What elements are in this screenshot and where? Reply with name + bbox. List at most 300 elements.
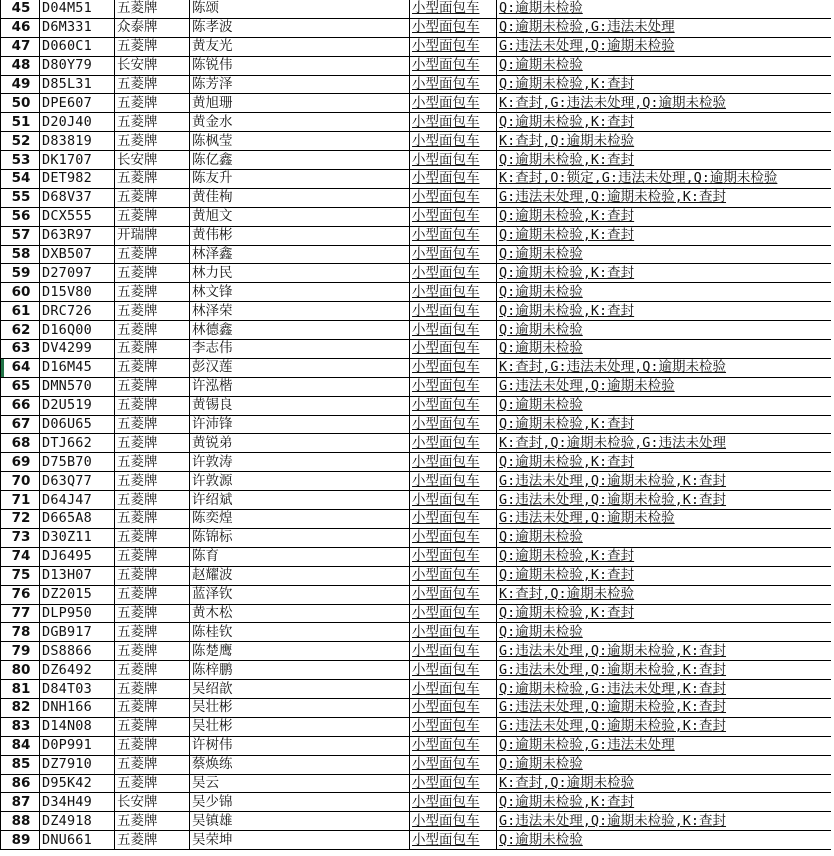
- table-row: [1, 283, 833, 302]
- table-row: [1, 491, 833, 510]
- cell-brand[interactable]: 五菱牌: [115, 75, 190, 94]
- row-header[interactable]: 84: [1, 736, 40, 755]
- row-header[interactable]: 70: [1, 472, 40, 491]
- cell-status[interactable]: G:违法未处理,Q:逾期未检验,K:查封: [497, 491, 833, 510]
- cell-owner[interactable]: 许沛锋: [190, 415, 410, 434]
- row-header[interactable]: 83: [1, 717, 40, 736]
- cell-plate[interactable]: DZ7910: [40, 755, 115, 774]
- row-header[interactable]: 53: [1, 151, 40, 170]
- row-header[interactable]: 63: [1, 340, 40, 359]
- cell-status[interactable]: Q:逾期未检验: [497, 831, 833, 850]
- cell-vehicle-type[interactable]: 小型面包车: [410, 132, 497, 151]
- cell-plate[interactable]: DXB507: [40, 245, 115, 264]
- cell-owner[interactable]: 许敦涛: [190, 453, 410, 472]
- cell-vehicle-type[interactable]: 小型面包车: [410, 151, 497, 170]
- cell-owner[interactable]: 许敦源: [190, 472, 410, 491]
- cell-brand[interactable]: 五菱牌: [115, 547, 190, 566]
- cell-plate[interactable]: D84T03: [40, 680, 115, 699]
- cell-brand[interactable]: 五菱牌: [115, 377, 190, 396]
- row-header[interactable]: 64: [1, 358, 40, 377]
- cell-status[interactable]: Q:逾期未检验,K:查封: [497, 151, 833, 170]
- cell-owner[interactable]: 吴绍歆: [190, 680, 410, 699]
- table-row: [1, 642, 833, 661]
- cell-owner[interactable]: 吴镇雄: [190, 812, 410, 831]
- cell-plate[interactable]: D85L31: [40, 75, 115, 94]
- cell-brand[interactable]: 五菱牌: [115, 283, 190, 302]
- cell-brand[interactable]: 五菱牌: [115, 321, 190, 340]
- row-header[interactable]: 86: [1, 774, 40, 793]
- cell-vehicle-type[interactable]: 小型面包车: [410, 661, 497, 680]
- cell-vehicle-type[interactable]: 小型面包车: [410, 755, 497, 774]
- cell-owner[interactable]: 黄旭文: [190, 207, 410, 226]
- row-header[interactable]: 60: [1, 283, 40, 302]
- cell-status[interactable]: Q:逾期未检验,K:查封: [497, 113, 833, 132]
- row-header[interactable]: 62: [1, 321, 40, 340]
- cell-brand[interactable]: 五菱牌: [115, 642, 190, 661]
- cell-status[interactable]: Q:逾期未检验: [497, 283, 833, 302]
- cell-status[interactable]: Q:逾期未检验,K:查封: [497, 415, 833, 434]
- row-header[interactable]: 52: [1, 132, 40, 151]
- cell-brand[interactable]: 五菱牌: [115, 774, 190, 793]
- cell-status[interactable]: Q:逾期未检验,K:查封: [497, 302, 833, 321]
- cell-brand[interactable]: 五菱牌: [115, 623, 190, 642]
- cell-plate[interactable]: DJ6495: [40, 547, 115, 566]
- cell-vehicle-type[interactable]: 小型面包车: [410, 0, 497, 18]
- cell-status[interactable]: G:违法未处理,Q:逾期未检验: [497, 377, 833, 396]
- table-row: [1, 472, 833, 491]
- cell-owner[interactable]: 林泽鑫: [190, 245, 410, 264]
- cell-owner[interactable]: 陈桂钦: [190, 623, 410, 642]
- cell-status[interactable]: G:违法未处理,Q:逾期未检验: [497, 510, 833, 529]
- cell-status[interactable]: Q:逾期未检验,K:查封: [497, 453, 833, 472]
- cell-owner[interactable]: 许树伟: [190, 736, 410, 755]
- cell-status[interactable]: G:违法未处理,Q:逾期未检验,K:查封: [497, 812, 833, 831]
- row-header[interactable]: 67: [1, 415, 40, 434]
- row-header[interactable]: 55: [1, 188, 40, 207]
- cell-status[interactable]: Q:逾期未检验: [497, 528, 833, 547]
- row-header[interactable]: 82: [1, 698, 40, 717]
- table-row: [1, 755, 833, 774]
- cell-owner[interactable]: 陈梓鹏: [190, 661, 410, 680]
- cell-status[interactable]: Q:逾期未检验: [497, 321, 833, 340]
- cell-plate[interactable]: DZ6492: [40, 661, 115, 680]
- cell-owner[interactable]: 吴少锦: [190, 793, 410, 812]
- cell-plate[interactable]: DZ2015: [40, 585, 115, 604]
- cell-owner[interactable]: 黄金水: [190, 113, 410, 132]
- cell-vehicle-type[interactable]: 小型面包车: [410, 415, 497, 434]
- row-header[interactable]: 78: [1, 623, 40, 642]
- cell-plate[interactable]: D04M51: [40, 0, 115, 18]
- cell-owner[interactable]: 黄伟彬: [190, 226, 410, 245]
- cell-vehicle-type[interactable]: 小型面包车: [410, 264, 497, 283]
- cell-owner[interactable]: 陈亿鑫: [190, 151, 410, 170]
- cell-plate[interactable]: D83819: [40, 132, 115, 151]
- cell-status[interactable]: Q:逾期未检验,K:查封: [497, 566, 833, 585]
- cell-vehicle-type[interactable]: 小型面包车: [410, 170, 497, 189]
- cell-plate[interactable]: D27097: [40, 264, 115, 283]
- table-row: [1, 623, 833, 642]
- cell-brand[interactable]: 五菱牌: [115, 604, 190, 623]
- cell-plate[interactable]: D95K42: [40, 774, 115, 793]
- row-header[interactable]: 76: [1, 585, 40, 604]
- row-header[interactable]: 68: [1, 434, 40, 453]
- cell-plate[interactable]: D665A8: [40, 510, 115, 529]
- cell-status[interactable]: Q:逾期未检验: [497, 245, 833, 264]
- cell-brand[interactable]: 五菱牌: [115, 434, 190, 453]
- row-header[interactable]: 61: [1, 302, 40, 321]
- cell-status[interactable]: K:查封,Q:逾期未检验,G:违法未处理: [497, 434, 833, 453]
- row-header[interactable]: 57: [1, 226, 40, 245]
- cell-vehicle-type[interactable]: 小型面包车: [410, 642, 497, 661]
- table-row: [1, 774, 833, 793]
- cell-vehicle-type[interactable]: 小型面包车: [410, 396, 497, 415]
- cell-status[interactable]: Q:逾期未检验,K:查封: [497, 264, 833, 283]
- row-header[interactable]: 56: [1, 207, 40, 226]
- cell-vehicle-type[interactable]: 小型面包车: [410, 736, 497, 755]
- cell-brand[interactable]: 五菱牌: [115, 207, 190, 226]
- row-header[interactable]: 74: [1, 547, 40, 566]
- cell-brand[interactable]: 五菱牌: [115, 755, 190, 774]
- cell-status[interactable]: G:违法未处理,Q:逾期未检验,K:查封: [497, 642, 833, 661]
- cell-plate[interactable]: DCX555: [40, 207, 115, 226]
- cell-owner[interactable]: 彭汉莲: [190, 358, 410, 377]
- row-header[interactable]: 45: [1, 0, 40, 18]
- cell-vehicle-type[interactable]: 小型面包车: [410, 75, 497, 94]
- row-header[interactable]: 72: [1, 510, 40, 529]
- cell-brand[interactable]: 五菱牌: [115, 831, 190, 850]
- cell-status[interactable]: Q:逾期未检验,K:查封: [497, 75, 833, 94]
- table-row: [1, 793, 833, 812]
- cell-brand[interactable]: 五菱牌: [115, 717, 190, 736]
- cell-plate[interactable]: D75B70: [40, 453, 115, 472]
- table-body: [1, 0, 833, 850]
- cell-owner[interactable]: 林泽荣: [190, 302, 410, 321]
- cell-plate[interactable]: D80Y79: [40, 56, 115, 75]
- table-row: [1, 585, 833, 604]
- cell-plate[interactable]: D0P991: [40, 736, 115, 755]
- cell-plate[interactable]: D14N08: [40, 717, 115, 736]
- cell-vehicle-type[interactable]: 小型面包车: [410, 623, 497, 642]
- cell-vehicle-type[interactable]: 小型面包车: [410, 302, 497, 321]
- cell-vehicle-type[interactable]: 小型面包车: [410, 604, 497, 623]
- cell-plate[interactable]: D13H07: [40, 566, 115, 585]
- cell-plate[interactable]: D060C1: [40, 37, 115, 56]
- cell-plate[interactable]: D34H49: [40, 793, 115, 812]
- table-row: [1, 264, 833, 283]
- cell-status[interactable]: K:查封,Q:逾期未检验: [497, 132, 833, 151]
- cell-brand[interactable]: 五菱牌: [115, 358, 190, 377]
- cell-owner[interactable]: 蔡焕练: [190, 755, 410, 774]
- table-row: [1, 75, 833, 94]
- cell-brand[interactable]: 五菱牌: [115, 661, 190, 680]
- cell-brand[interactable]: 五菱牌: [115, 302, 190, 321]
- cell-plate[interactable]: D64J47: [40, 491, 115, 510]
- row-header[interactable]: 54: [1, 170, 40, 189]
- cell-brand[interactable]: 五菱牌: [115, 453, 190, 472]
- row-header[interactable]: 48: [1, 56, 40, 75]
- cell-owner[interactable]: 蓝泽钦: [190, 585, 410, 604]
- cell-brand[interactable]: 五菱牌: [115, 698, 190, 717]
- cell-vehicle-type[interactable]: 小型面包车: [410, 283, 497, 302]
- row-header[interactable]: 46: [1, 18, 40, 37]
- cell-plate[interactable]: D06U65: [40, 415, 115, 434]
- table-row: [1, 340, 833, 359]
- cell-brand[interactable]: 五菱牌: [115, 415, 190, 434]
- cell-status[interactable]: Q:逾期未检验,G:违法未处理,K:查封: [497, 680, 833, 699]
- row-header[interactable]: 47: [1, 37, 40, 56]
- row-header[interactable]: 79: [1, 642, 40, 661]
- cell-brand[interactable]: 五菱牌: [115, 37, 190, 56]
- row-header[interactable]: 87: [1, 793, 40, 812]
- cell-brand[interactable]: 五菱牌: [115, 680, 190, 699]
- cell-vehicle-type[interactable]: 小型面包车: [410, 491, 497, 510]
- table-row: [1, 736, 833, 755]
- cell-status[interactable]: Q:逾期未检验: [497, 340, 833, 359]
- cell-vehicle-type[interactable]: 小型面包车: [410, 793, 497, 812]
- cell-status[interactable]: G:违法未处理,Q:逾期未检验,K:查封: [497, 717, 833, 736]
- cell-owner[interactable]: 吴荣坤: [190, 831, 410, 850]
- table-row: [1, 566, 833, 585]
- cell-plate[interactable]: DMN570: [40, 377, 115, 396]
- cell-vehicle-type[interactable]: 小型面包车: [410, 547, 497, 566]
- cell-status[interactable]: Q:逾期未检验,G:违法未处理: [497, 736, 833, 755]
- cell-owner[interactable]: 陈奕煌: [190, 510, 410, 529]
- cell-vehicle-type[interactable]: 小型面包车: [410, 566, 497, 585]
- cell-status[interactable]: G:违法未处理,Q:逾期未检验: [497, 37, 833, 56]
- cell-vehicle-type[interactable]: 小型面包车: [410, 717, 497, 736]
- cell-plate[interactable]: D15V80: [40, 283, 115, 302]
- row-header[interactable]: 89: [1, 831, 40, 850]
- row-header[interactable]: 88: [1, 812, 40, 831]
- table-row: [1, 151, 833, 170]
- cell-plate[interactable]: D6M331: [40, 18, 115, 37]
- cell-brand[interactable]: 五菱牌: [115, 472, 190, 491]
- cell-vehicle-type[interactable]: 小型面包车: [410, 680, 497, 699]
- cell-brand[interactable]: 五菱牌: [115, 132, 190, 151]
- cell-plate[interactable]: D63Q77: [40, 472, 115, 491]
- cell-plate[interactable]: DGB917: [40, 623, 115, 642]
- table-row: [1, 245, 833, 264]
- row-header[interactable]: 58: [1, 245, 40, 264]
- cell-status[interactable]: Q:逾期未检验,K:查封: [497, 793, 833, 812]
- cell-vehicle-type[interactable]: 小型面包车: [410, 698, 497, 717]
- cell-status[interactable]: Q:逾期未检验: [497, 0, 833, 18]
- cell-brand[interactable]: 众泰牌: [115, 18, 190, 37]
- cell-owner[interactable]: 赵耀波: [190, 566, 410, 585]
- cell-owner[interactable]: 陈孝波: [190, 18, 410, 37]
- cell-vehicle-type[interactable]: 小型面包车: [410, 321, 497, 340]
- row-header[interactable]: 71: [1, 491, 40, 510]
- cell-vehicle-type[interactable]: 小型面包车: [410, 510, 497, 529]
- cell-brand[interactable]: 五菱牌: [115, 812, 190, 831]
- cell-vehicle-type[interactable]: 小型面包车: [410, 340, 497, 359]
- cell-status[interactable]: K:查封,O:锁定,G:违法未处理,Q:逾期未检验: [497, 170, 833, 189]
- cell-status[interactable]: G:违法未处理,Q:逾期未检验,K:查封: [497, 188, 833, 207]
- cell-vehicle-type[interactable]: 小型面包车: [410, 585, 497, 604]
- cell-brand[interactable]: 五菱牌: [115, 585, 190, 604]
- cell-vehicle-type[interactable]: 小型面包车: [410, 453, 497, 472]
- cell-status[interactable]: K:查封,G:违法未处理,Q:逾期未检验: [497, 358, 833, 377]
- cell-status[interactable]: G:违法未处理,Q:逾期未检验,K:查封: [497, 698, 833, 717]
- cell-brand[interactable]: 五菱牌: [115, 736, 190, 755]
- cell-plate[interactable]: D20J40: [40, 113, 115, 132]
- cell-owner[interactable]: 陈友升: [190, 170, 410, 189]
- cell-owner[interactable]: 陈枫莹: [190, 132, 410, 151]
- cell-owner[interactable]: 黄旭珊: [190, 94, 410, 113]
- cell-plate[interactable]: D63R97: [40, 226, 115, 245]
- cell-owner[interactable]: 吴壮彬: [190, 717, 410, 736]
- row-header[interactable]: 65: [1, 377, 40, 396]
- cell-owner[interactable]: 陈颂: [190, 0, 410, 18]
- cell-plate[interactable]: DZ4918: [40, 812, 115, 831]
- cell-plate[interactable]: DS8866: [40, 642, 115, 661]
- cell-plate[interactable]: DET982: [40, 170, 115, 189]
- cell-owner[interactable]: 许绍斌: [190, 491, 410, 510]
- cell-plate[interactable]: DPE607: [40, 94, 115, 113]
- cell-vehicle-type[interactable]: 小型面包车: [410, 812, 497, 831]
- cell-brand[interactable]: 长安牌: [115, 793, 190, 812]
- table-row: [1, 358, 833, 377]
- cell-owner[interactable]: 许泓楷: [190, 377, 410, 396]
- cell-vehicle-type[interactable]: 小型面包车: [410, 472, 497, 491]
- cell-status[interactable]: Q:逾期未检验: [497, 396, 833, 415]
- table-row: [1, 321, 833, 340]
- cell-vehicle-type[interactable]: 小型面包车: [410, 18, 497, 37]
- cell-plate[interactable]: DK1707: [40, 151, 115, 170]
- cell-owner[interactable]: 黄木松: [190, 604, 410, 623]
- cell-status[interactable]: Q:逾期未检验: [497, 623, 833, 642]
- cell-plate[interactable]: D16Q00: [40, 321, 115, 340]
- cell-brand[interactable]: 长安牌: [115, 151, 190, 170]
- row-header[interactable]: 81: [1, 680, 40, 699]
- cell-plate[interactable]: D16M45: [40, 358, 115, 377]
- cell-brand[interactable]: 五菱牌: [115, 170, 190, 189]
- cell-vehicle-type[interactable]: 小型面包车: [410, 56, 497, 75]
- cell-plate[interactable]: DLP950: [40, 604, 115, 623]
- cell-status[interactable]: Q:逾期未检验,K:查封: [497, 604, 833, 623]
- cell-vehicle-type[interactable]: 小型面包车: [410, 226, 497, 245]
- table-row: [1, 831, 833, 850]
- cell-vehicle-type[interactable]: 小型面包车: [410, 245, 497, 264]
- row-header[interactable]: 75: [1, 566, 40, 585]
- cell-vehicle-type[interactable]: 小型面包车: [410, 434, 497, 453]
- row-header[interactable]: 77: [1, 604, 40, 623]
- cell-status[interactable]: Q:逾期未检验,K:查封: [497, 547, 833, 566]
- row-header[interactable]: 85: [1, 755, 40, 774]
- cell-owner[interactable]: 李志伟: [190, 340, 410, 359]
- table-row: [1, 188, 833, 207]
- cell-brand[interactable]: 长安牌: [115, 56, 190, 75]
- cell-plate[interactable]: DTJ662: [40, 434, 115, 453]
- cell-owner[interactable]: 林力民: [190, 264, 410, 283]
- cell-brand[interactable]: 五菱牌: [115, 396, 190, 415]
- table-row: [1, 547, 833, 566]
- cell-brand[interactable]: 开瑞牌: [115, 226, 190, 245]
- table-row: [1, 37, 833, 56]
- table-row: [1, 132, 833, 151]
- cell-status[interactable]: Q:逾期未检验,G:违法未处理: [497, 18, 833, 37]
- row-header[interactable]: 49: [1, 75, 40, 94]
- cell-brand[interactable]: 五菱牌: [115, 188, 190, 207]
- cell-status[interactable]: K:查封,Q:逾期未检验: [497, 774, 833, 793]
- cell-owner[interactable]: 黄佳栒: [190, 188, 410, 207]
- cell-status[interactable]: G:违法未处理,Q:逾期未检验,K:查封: [497, 472, 833, 491]
- table-row: [1, 56, 833, 75]
- cell-vehicle-type[interactable]: 小型面包车: [410, 113, 497, 132]
- cell-vehicle-type[interactable]: 小型面包车: [410, 528, 497, 547]
- cell-status[interactable]: K:查封,G:违法未处理,Q:逾期未检验: [497, 94, 833, 113]
- cell-vehicle-type[interactable]: 小型面包车: [410, 207, 497, 226]
- cell-owner[interactable]: 陈芳泽: [190, 75, 410, 94]
- cell-owner[interactable]: 林文锋: [190, 283, 410, 302]
- cell-status[interactable]: Q:逾期未检验: [497, 56, 833, 75]
- cell-vehicle-type[interactable]: 小型面包车: [410, 188, 497, 207]
- table-row: [1, 604, 833, 623]
- cell-brand[interactable]: 五菱牌: [115, 340, 190, 359]
- cell-owner[interactable]: 陈锦标: [190, 528, 410, 547]
- table-row: [1, 698, 833, 717]
- cell-vehicle-type[interactable]: 小型面包车: [410, 774, 497, 793]
- row-header[interactable]: 80: [1, 661, 40, 680]
- table-row: [1, 680, 833, 699]
- cell-brand[interactable]: 五菱牌: [115, 264, 190, 283]
- cell-brand[interactable]: 五菱牌: [115, 94, 190, 113]
- cell-brand[interactable]: 五菱牌: [115, 528, 190, 547]
- cell-brand[interactable]: 五菱牌: [115, 510, 190, 529]
- cell-owner[interactable]: 黄锡良: [190, 396, 410, 415]
- cell-owner[interactable]: 黄友光: [190, 37, 410, 56]
- table-row: [1, 170, 833, 189]
- cell-owner[interactable]: 吴云: [190, 774, 410, 793]
- cell-status[interactable]: Q:逾期未检验: [497, 755, 833, 774]
- row-header[interactable]: 59: [1, 264, 40, 283]
- row-header[interactable]: 73: [1, 528, 40, 547]
- cell-owner[interactable]: 吴壮彬: [190, 698, 410, 717]
- cell-brand[interactable]: 五菱牌: [115, 113, 190, 132]
- cell-status[interactable]: K:查封,Q:逾期未检验: [497, 585, 833, 604]
- cell-brand[interactable]: 五菱牌: [115, 566, 190, 585]
- cell-owner[interactable]: 陈楚鹰: [190, 642, 410, 661]
- cell-plate[interactable]: DNH166: [40, 698, 115, 717]
- row-header[interactable]: 50: [1, 94, 40, 113]
- cell-vehicle-type[interactable]: 小型面包车: [410, 94, 497, 113]
- cell-brand[interactable]: 五菱牌: [115, 245, 190, 264]
- cell-vehicle-type[interactable]: 小型面包车: [410, 831, 497, 850]
- cell-plate[interactable]: DV4299: [40, 340, 115, 359]
- row-header[interactable]: 51: [1, 113, 40, 132]
- cell-vehicle-type[interactable]: 小型面包车: [410, 37, 497, 56]
- cell-vehicle-type[interactable]: 小型面包车: [410, 377, 497, 396]
- cell-plate[interactable]: DNU661: [40, 831, 115, 850]
- cell-status[interactable]: G:违法未处理,Q:逾期未检验,K:查封: [497, 661, 833, 680]
- cell-owner[interactable]: 林德鑫: [190, 321, 410, 340]
- cell-owner[interactable]: 陈育: [190, 547, 410, 566]
- row-header[interactable]: 66: [1, 396, 40, 415]
- cell-brand[interactable]: 五菱牌: [115, 491, 190, 510]
- cell-plate[interactable]: DRC726: [40, 302, 115, 321]
- cell-brand[interactable]: 五菱牌: [115, 0, 190, 18]
- cell-plate[interactable]: D68V37: [40, 188, 115, 207]
- cell-status[interactable]: Q:逾期未检验,K:查封: [497, 226, 833, 245]
- cell-owner[interactable]: 黄锐弟: [190, 434, 410, 453]
- cell-plate[interactable]: D30Z11: [40, 528, 115, 547]
- table-row: [1, 528, 833, 547]
- row-header[interactable]: 69: [1, 453, 40, 472]
- cell-status[interactable]: Q:逾期未检验,K:查封: [497, 207, 833, 226]
- cell-owner[interactable]: 陈锐伟: [190, 56, 410, 75]
- cell-vehicle-type[interactable]: 小型面包车: [410, 358, 497, 377]
- cell-plate[interactable]: D2U519: [40, 396, 115, 415]
